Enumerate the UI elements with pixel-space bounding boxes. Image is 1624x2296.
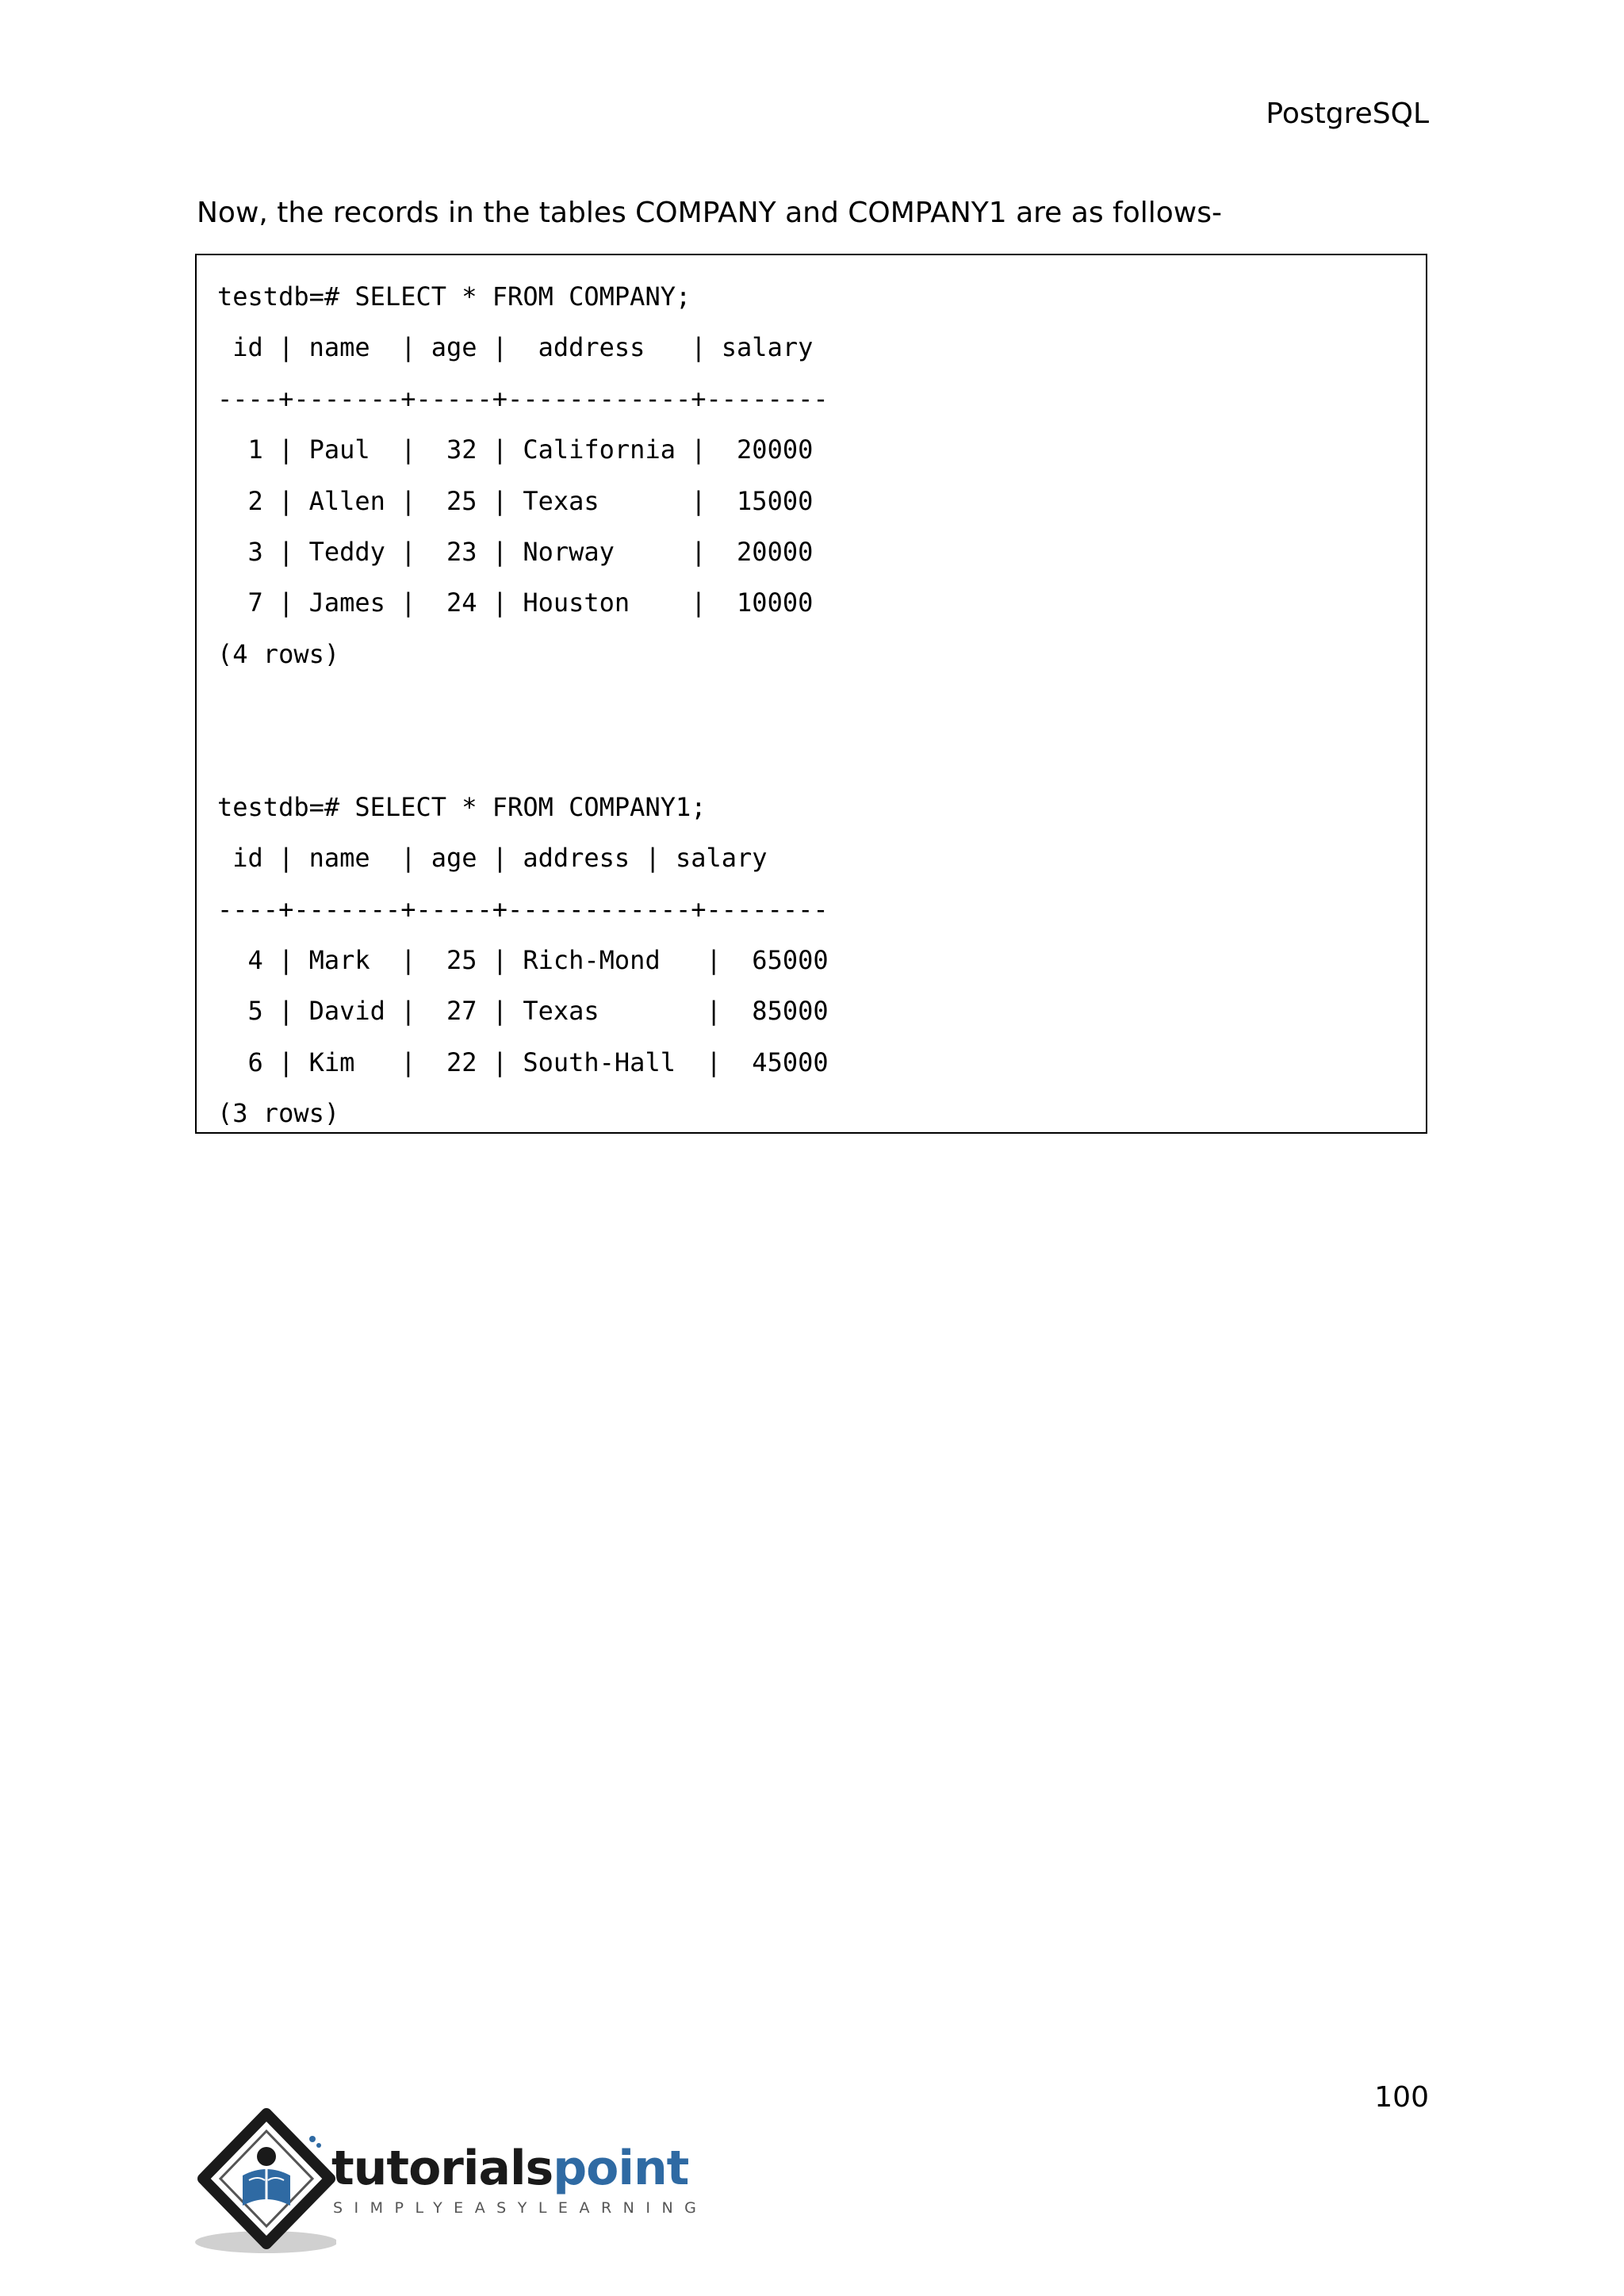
logo-word-point: point [553, 2141, 689, 2196]
code-line: 7 | James | 24 | Houston | 10000 [217, 587, 814, 618]
code-block [195, 254, 1427, 1134]
code-line: 5 | David | 27 | Texas | 85000 [217, 996, 829, 1027]
running-header: PostgreSQL [1266, 98, 1429, 130]
code-line: 3 | Teddy | 23 | Norway | 20000 [217, 536, 814, 567]
code-line: (3 rows) [217, 1098, 340, 1129]
intro-paragraph: Now, the records in the tables COMPANY and COMPANY1 are as follows- [197, 197, 1222, 229]
tutorialspoint-logo [193, 2107, 708, 2258]
code-line [217, 679, 1426, 730]
code-line: 4 | Mark | 25 | Rich-Mond | 65000 [217, 945, 829, 976]
code-line: testdb=# SELECT * FROM COMPANY; [217, 281, 691, 312]
code-line: (4 rows) [217, 638, 340, 669]
code-line: ----+-------+-----+------------+-------- [217, 894, 829, 924]
code-line: 1 | Paul | 32 | California | 20000 [217, 434, 814, 465]
code-line: id | name | age | address | salary [217, 332, 814, 363]
logo-wordmark [331, 2142, 688, 2195]
code-line: ----+-------+-----+------------+-------- [217, 383, 829, 414]
code-line: 6 | Kim | 22 | South-Hall | 45000 [217, 1047, 829, 1077]
logo-word-tutorials: tutorials [331, 2141, 553, 2196]
code-line: 2 | Allen | 25 | Texas | 15000 [217, 485, 814, 516]
logo-tagline: SIMPLYEASYLEARNING [333, 2199, 708, 2217]
code-line: testdb=# SELECT * FROM COMPANY1; [217, 791, 707, 822]
code-line: id | name | age | address | salary [217, 843, 768, 874]
logo-emblem-icon [193, 2107, 336, 2258]
code-line [217, 731, 1426, 782]
page-number: 100 [1374, 2081, 1429, 2114]
